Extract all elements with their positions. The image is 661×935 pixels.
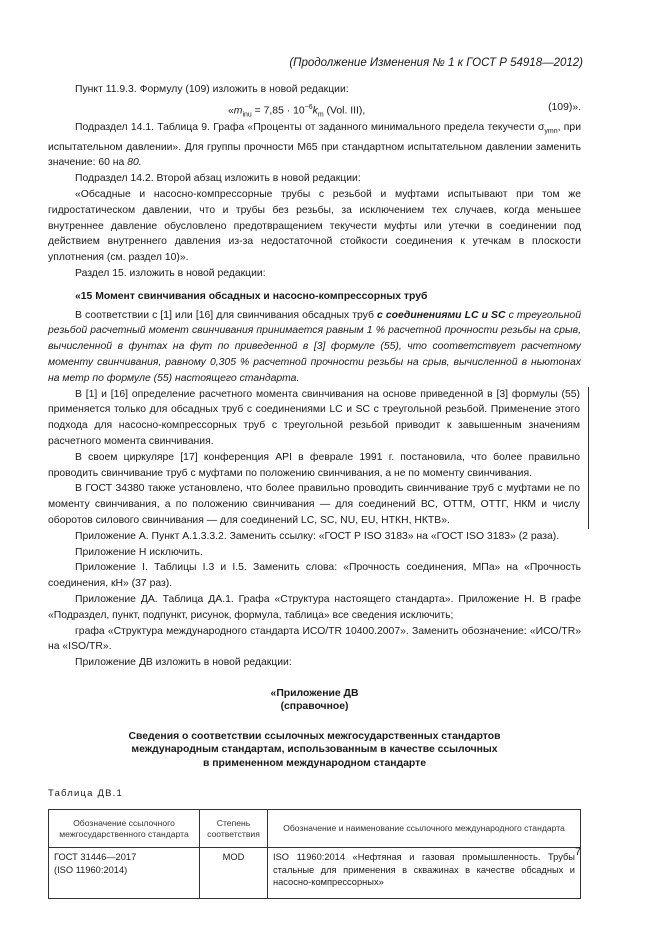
paragraph-lc-sc: В соответствии с [1] или [16] для свинчивания обсадных труб с соединениями LC и SC с треугольной резьбой расчетный момент свинчивания принимается равным 1 % расчетной прочности резьбы на срыв, вычисленной в фунтах на фут по приведенной в [3] формуле (55), что соответствует расчетному моменту свинчивания, равному 0,305 % расчетной прочности резьбы на срыв, вычисленной в ньютонах на метр по формуле (55) настоящего стандарта. [48, 309, 581, 384]
table-caption: Таблица ДВ.1 [48, 788, 123, 800]
paragraph-appendix-a: Приложение А. Пункт А.1.3.3.2. Заменить ссылку: «ГОСТ Р ISO 3183» на «ГОСТ ISO 3183» (2 раза). [75, 530, 560, 542]
formula-109 [48, 98, 581, 120]
paragraph-gost-34380: В ГОСТ 34380 также установлено, что более правильно проводить свинчивание труб с муфтами не по моменту свинчивания, а по положению свинчивания — для соединений ВС, ОТТМ, ОТТГ, НКМ и числу оборотов силового свинчивания — для соединений LC, SC, NU, EU, НТКН, НКТВ». [48, 481, 589, 528]
table-header-row [49, 810, 581, 848]
paragraph-subsection-14-2: Подраздел 14.2. Второй абзац изложить в новой редакции: [75, 173, 361, 185]
table-header-cell: Степень соответствия [200, 810, 268, 848]
paragraph-appendix-da: Приложение ДА. Таблица ДА.1. Графа «Структура настоящего стандарта». Приложение Н. В графе «Подраздел, пункт, подпункт, рисунок, формула, таблица» все сведения исключить; [48, 593, 581, 621]
appendix-title: «Приложение ДВ (справочное) [270, 687, 359, 713]
table-header-cell: Обозначение и наименование ссылочного международного стандарта [268, 810, 581, 848]
table-dv1 [48, 809, 581, 899]
paragraph-appendix-h: Приложение Н исключить. [75, 546, 203, 558]
paragraph-formula-intro: Пункт 11.9.3. Формулу (109) изложить в новой редакции: [75, 84, 349, 95]
paragraph-iso-tr: графа «Структура международного стандарта ИСО/TR 10400.2007». Заменить обозначение: «ИСО/TR» на «ISO/TR». [48, 625, 581, 653]
table-cell-degree: MOD [200, 848, 268, 899]
paragraph-appendix-i: Приложение I. Таблицы I.3 и I.5. Заменить слова: «Прочность соединения, МПа» на «Прочность соединения, кН» (37 раз). [48, 562, 581, 590]
paragraph-torque-definition: В [1] и [16] определение расчетного момента свинчивания на основе приведенной в [3] формулы (55) применяется только для обсадных труб с соединениями LC и SC с треугольной резьбой. Применение этого подхода для насосно-компрессорных труб с треугольной резьбой приводит к завышенным значениям расчетного момента свинчивания. [48, 387, 589, 450]
paragraph-api-circular: В своем циркуляре [17] конференция API в феврале 1991 г. постановила, что более правильно проводить свинчивание труб с муфтами по положению свинчивания, а не по моменту свинчивания. [48, 450, 589, 482]
section-15-title: «15 Момент свинчивания обсадных и насосно-компрессорных труб [75, 290, 428, 302]
content-body [48, 82, 581, 899]
appendix-heading: Сведения о соответствии ссылочных межгосударственных стандартов международным стандартам, использованным в качестве ссылочных в примененном международном стандарте [128, 730, 501, 769]
paragraph-appendix-dv: Приложение ДВ изложить в новой редакции: [75, 657, 292, 669]
table-row [49, 848, 581, 899]
table-cell-standard: ГОСТ 31446—2017 (ISO 11960:2014) [49, 848, 200, 899]
paragraph-quoted-text: «Обсадные и насосно-компрессорные трубы с резьбой и муфтами испытывают при том же гидростатическом давлении, что и трубы без резьбы, за исключением тех случаев, когда меньшее внутреннее давление обусловлено предотвращением текучести муфты или утечки в соединении под действием внутреннего давления из-за недостаточной стойкости соединения к утечкам в плоскости уплотнения (см. раздел 10)». [48, 189, 581, 264]
formula-expression: «$m_{inu} = 7,85 \cdot 10^{-6}k_m$ (Vol. III), [228, 103, 366, 119]
table-cell-international: ISO 11960:2014 «Нефтяная и газовая промышленность. Трубы стальные для применения в скважинах в качестве обсадных и насосно-компрессорных» [268, 848, 581, 899]
running-header: (Продолжение Изменения № 1 к ГОСТ Р 54918—2012) [289, 57, 583, 69]
paragraph-subsection-14-1: Подраздел 14.1. Таблица 9. Графа «Проценты от заданного минимального предела текучести $\sigma_{ymn}$, при испытательном давлении». Для группы прочности M65 при стандартном испытательном давлении заменить значение: 60 на 80. [48, 121, 582, 169]
table-header-cell: Обозначение ссылочного межгосударственного стандарта [49, 810, 200, 848]
page-number: 7 [574, 846, 581, 858]
paragraph-section-15: Раздел 15. изложить в новой редакции: [75, 268, 266, 280]
formula-number: (109)». [548, 101, 581, 113]
